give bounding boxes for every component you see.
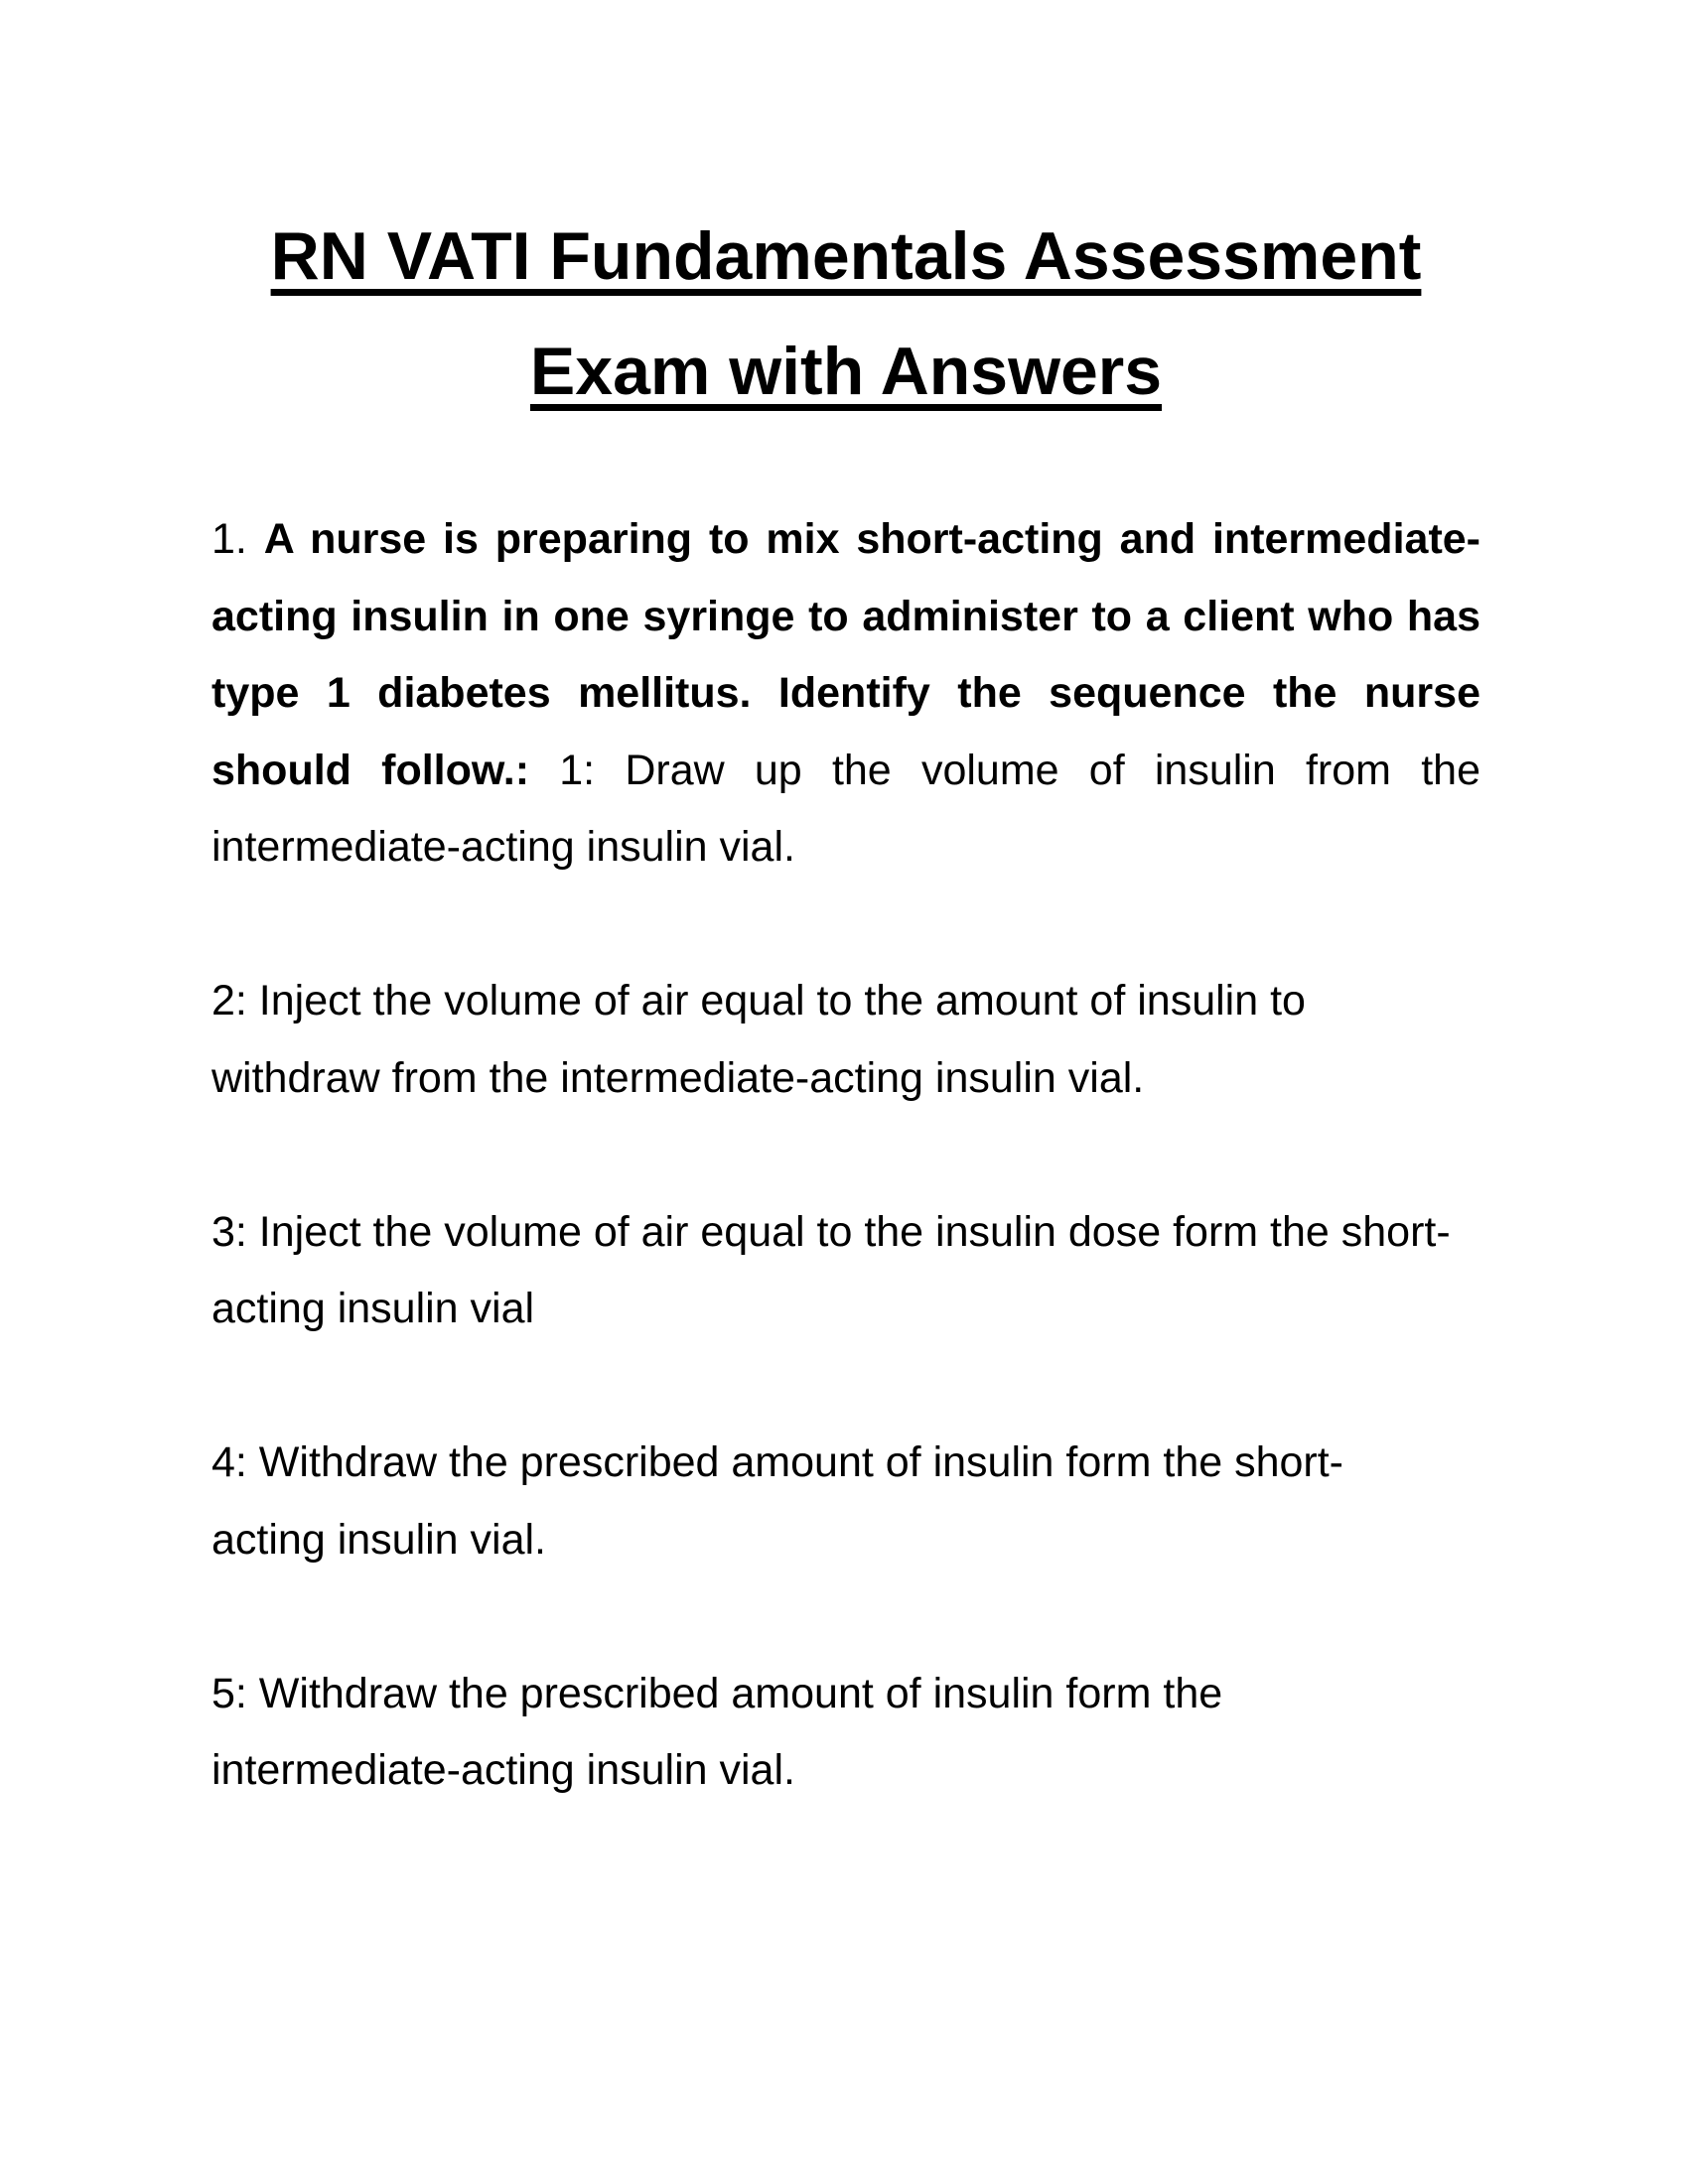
answer-step-2: 2: Inject the volume of air equal to the amount of insulin to withdraw from the intermediate-acting insulin vial.: [211, 977, 1306, 1102]
answer-step-4: 4: Withdraw the prescribed amount of insulin form the short-acting insulin vial.: [211, 1438, 1344, 1564]
title-text-2: Exam with Answers: [529, 334, 1163, 409]
question-1: [211, 501, 1480, 887]
document-title: [0, 199, 1688, 429]
question-stem: A nurse is preparing to mix short-acting and intermediate-acting insulin in one syringe to administer to a client who has type 1 diabetes mellitus. Identify the sequence the nurse should follow.:: [211, 515, 1480, 794]
answer-step-1: 1: Draw up the volume of insulin from the intermediate-acting insulin vial.: [211, 746, 1480, 871]
title-line-2: [0, 314, 1688, 429]
title-line-1: [0, 199, 1688, 314]
answer-step-3: 3: Inject the volume of air equal to the insulin dose form the short-acting insulin vial: [211, 1207, 1451, 1332]
answer-step-5: 5: Withdraw the prescribed amount of insulin form the intermediate-acting insulin vial.: [211, 1669, 1223, 1794]
question-number: 1.: [211, 515, 247, 563]
title-text-1: RN VATI Fundamentals Assessment: [270, 218, 1422, 294]
document-body: [211, 501, 1480, 1886]
